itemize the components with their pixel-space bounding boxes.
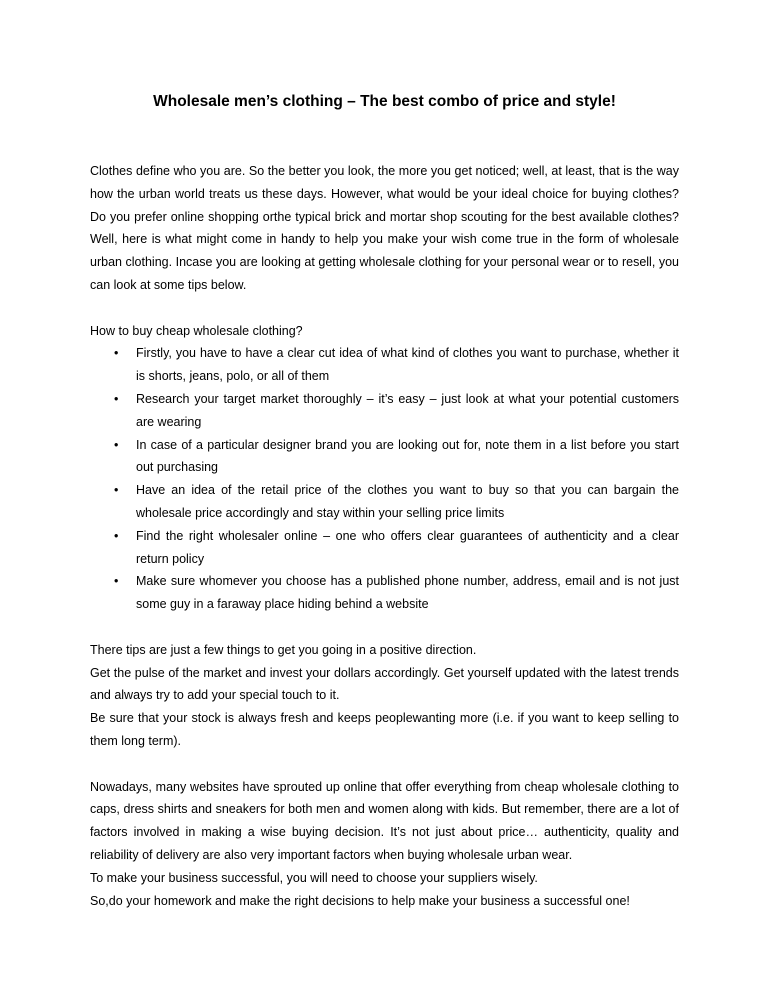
- list-item: [90, 434, 679, 480]
- paragraph-spacer: [90, 297, 679, 320]
- list-item: [90, 388, 679, 434]
- list-item: [90, 570, 679, 616]
- list-item: [90, 479, 679, 525]
- after-tips-line-3: Be sure that your stock is always fresh and keeps peoplewanting more (i.e. if you want to keep selling to them long term).: [90, 711, 679, 748]
- closing-paragraph: Nowadays, many websites have sprouted up online that offer everything from cheap wholesale clothing to caps, dress shirts and sneakers for both men and women along with kids. But remember, there are a lot of factors involved in making a wise buying decision. It’s not just about price… authenticity, quality and reliability of delivery are also very important factors when buying wholesale urban wear.: [90, 779, 679, 862]
- tip-text: Firstly, you have to have a clear cut idea of what kind of clothes you want to purchase, whether it is shorts, jeans, polo, or all of them: [136, 346, 679, 384]
- bullet-icon: •: [114, 574, 119, 589]
- paragraph-spacer: [90, 753, 679, 776]
- tip-text: Research your target market thoroughly – it’s easy – just look at what your potential customers are wearing: [136, 391, 679, 429]
- closing-line-2: To make your business successful, you will need to choose your suppliers wisely.: [90, 870, 538, 885]
- bullet-icon: •: [114, 437, 119, 452]
- list-item: [90, 342, 679, 388]
- bullet-icon: •: [114, 483, 119, 498]
- tips-heading: How to buy cheap wholesale clothing?: [90, 323, 303, 338]
- bullet-icon: •: [114, 528, 119, 543]
- after-tips-line-2: Get the pulse of the market and invest your dollars accordingly. Get yourself updated with the latest trends and always try to add your special touch to it.: [90, 665, 679, 703]
- tips-list: [90, 342, 679, 616]
- tip-text: In case of a particular designer brand you are looking out for, note them in a list before you start out purchasing: [136, 437, 679, 475]
- list-item: [90, 525, 679, 571]
- after-tips-line-1: There tips are just a few things to get you going in a positive direction.: [90, 642, 477, 657]
- bullet-icon: •: [114, 346, 119, 361]
- tip-text: Make sure whomever you choose has a published phone number, address, email and is not just some guy in a faraway place hiding behind a website: [136, 574, 679, 612]
- paragraph-spacer: [90, 616, 679, 639]
- tip-text: Have an idea of the retail price of the clothes you want to buy so that you can bargain the wholesale price accordingly and stay within your selling price limits: [136, 483, 679, 520]
- bullet-icon: •: [114, 391, 119, 406]
- document-title: Wholesale men’s clothing – The best combo of price and style!: [153, 93, 616, 110]
- tip-text: Find the right wholesaler online – one who offers clear guarantees of authenticity and a clear return policy: [136, 528, 679, 566]
- intro-paragraph: Clothes define who you are. So the better you look, the more you get noticed; well, at least, that is the way how the urban world treats us these days. However, what would be your ideal choice for buying clothes? Do you prefer online shopping orthe typical brick and mortar shop scouting for the best available clothes? Well, here is what might come in handy to help you make your wish come true in the form of wholesale urban clothing. Incase you are looking at getting wholesale clothing for your personal wear or to resell, you can look at some tips below.: [90, 164, 679, 292]
- closing-line-3: So,do your homework and make the right decisions to help make your business a successful one!: [90, 893, 630, 908]
